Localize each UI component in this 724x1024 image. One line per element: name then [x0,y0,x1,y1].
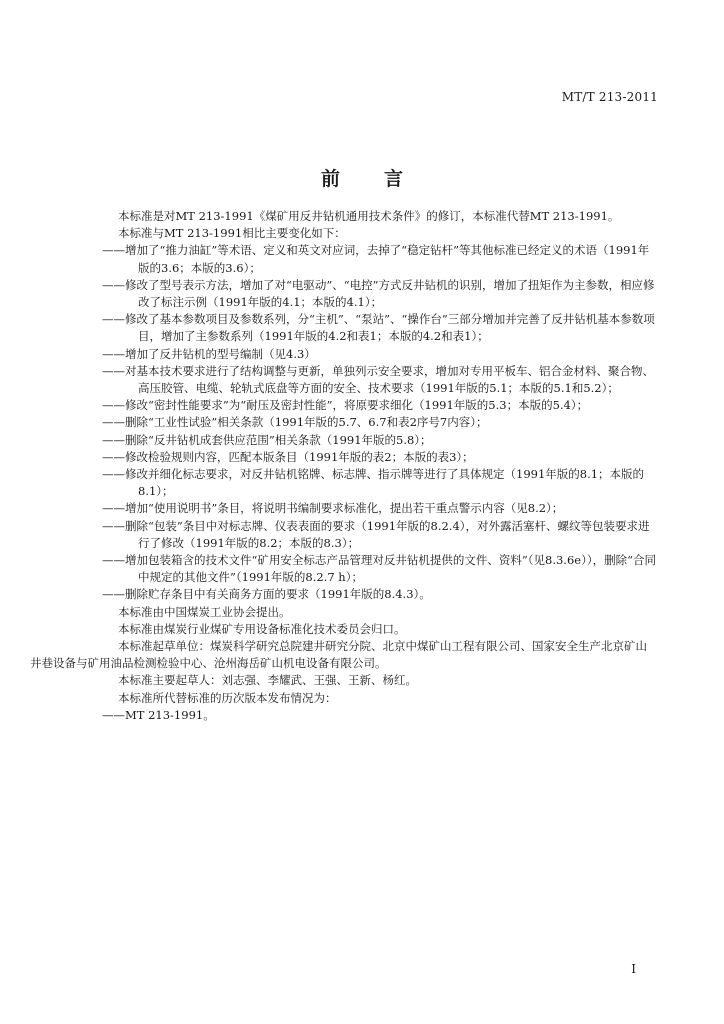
change-item: ——删除“包装”条目中对标志牌、仪表表面的要求（1991年版的8.2.4），对外露活塞杆、螺纹等包装要求进行了修改（1991年版的8.2；本版的8.3）； [102,518,650,550]
change-item: ——增加了反井钻机的型号编制（见4.3） [102,346,316,361]
intro-paragraph: 本标准是对MT 213-1991《煤矿用反井钻机通用技术条件》的修订，本标准代替MT 213-1991。 [118,209,620,223]
proposer-paragraph: 本标准由中国煤炭工业协会提出。 [118,604,291,619]
change-item: ——增加了“推力油缸”等术语、定义和英文对应词，去掉了“稳定钻杆”等其他标准已经定义的术语（1991年版的3.6；本版的3.6）； [102,243,650,275]
change-item: ——删除“工业性试验”相关条款（1991年版的5.7、6.7和表2序号7内容）； [102,415,488,430]
history-item: ——MT 213-1991。 [102,707,215,722]
change-item: ——修改了基本参数项目及参数系列，分“主机”、“泵站”、“操作台”三部分增加并完善了反井钻机基本参数项目，增加了主参数系列（1991年版的4.2和表1；本版的4.2和表1）； [102,312,655,344]
change-item: ——修改“密封性能要求”为“耐压及密封性能”，将原要求细化（1991年版的5.3；本版的5.4）； [102,398,589,413]
title-char-2: 言 [384,168,404,190]
administrator-paragraph: 本标准由煤炭行业煤矿专用设备标准化技术委员会归口。 [118,621,406,636]
change-item: ——删除“反井钻机成套供应范围”相关条款（1991年版的5.8）； [102,432,432,447]
change-item: ——修改了型号表示方法，增加了对“电驱动”、“电控”方式反井钻机的识别，增加了扭矩作为主参数，相应修改了标注示例（1991年版的4.1；本版的4.1）； [102,277,655,310]
change-item: ——增加包装箱含的技术文件“矿用安全标志产品管理对反井钻机提供的文件、资料”（见8.3.6e）），删除“合同中规定的其他文件”（1991年版的8.2.7 h）； [102,553,656,585]
title-char-1: 前 [320,168,340,190]
intro-paragraph: 本标准与MT 213-1991相比主要变化如下： [118,226,346,241]
change-item: ——增加“使用说明书”条目，将说明书编制要求标准化，提出若干重点警示内容（见8.2）； [102,501,564,516]
change-item: ——对基本技术要求进行了结构调整与更新，单独列示安全要求，增加对专用平板车、铝合金材料、聚合物、高压胶管、电缆、轮轨式底盘等方面的安全、技术要求（1991年版的5.1；本版的5.1和5.2）； [102,363,654,396]
history-intro-paragraph: 本标准所代替标准的历次版本发布情况为： [118,690,337,705]
change-item: ——修改并细化标志要求，对反井钻机铭牌、标志牌、指示牌等进行了具体规定（1991年版的8.1；本版的8.1）； [102,467,645,499]
standard-number: MT/T 213-2011 [561,90,658,104]
drafters-paragraph: 本标准主要起草人：刘志强、李耀武、王强、王新、杨红。 [118,673,417,688]
drafting-units-paragraph: 本标准起草单位：煤炭科学研究总院建井研究分院、北京中煤矿山工程有限公司、国家安全生产北京矿山井巷设备与矿用油品检测检验中心、沧州海岳矿山机电设备有限公司。 [30,639,647,671]
change-item: ——修改检验规则内容，匹配本版条目（1991年版的表2；本版的表3）； [102,449,474,464]
page-title [0,164,724,191]
change-item: ——删除贮存条目中有关商务方面的要求（1991年版的8.4.3）。 [102,587,431,602]
page-number: I [631,962,636,976]
preface-body [30,208,658,724]
